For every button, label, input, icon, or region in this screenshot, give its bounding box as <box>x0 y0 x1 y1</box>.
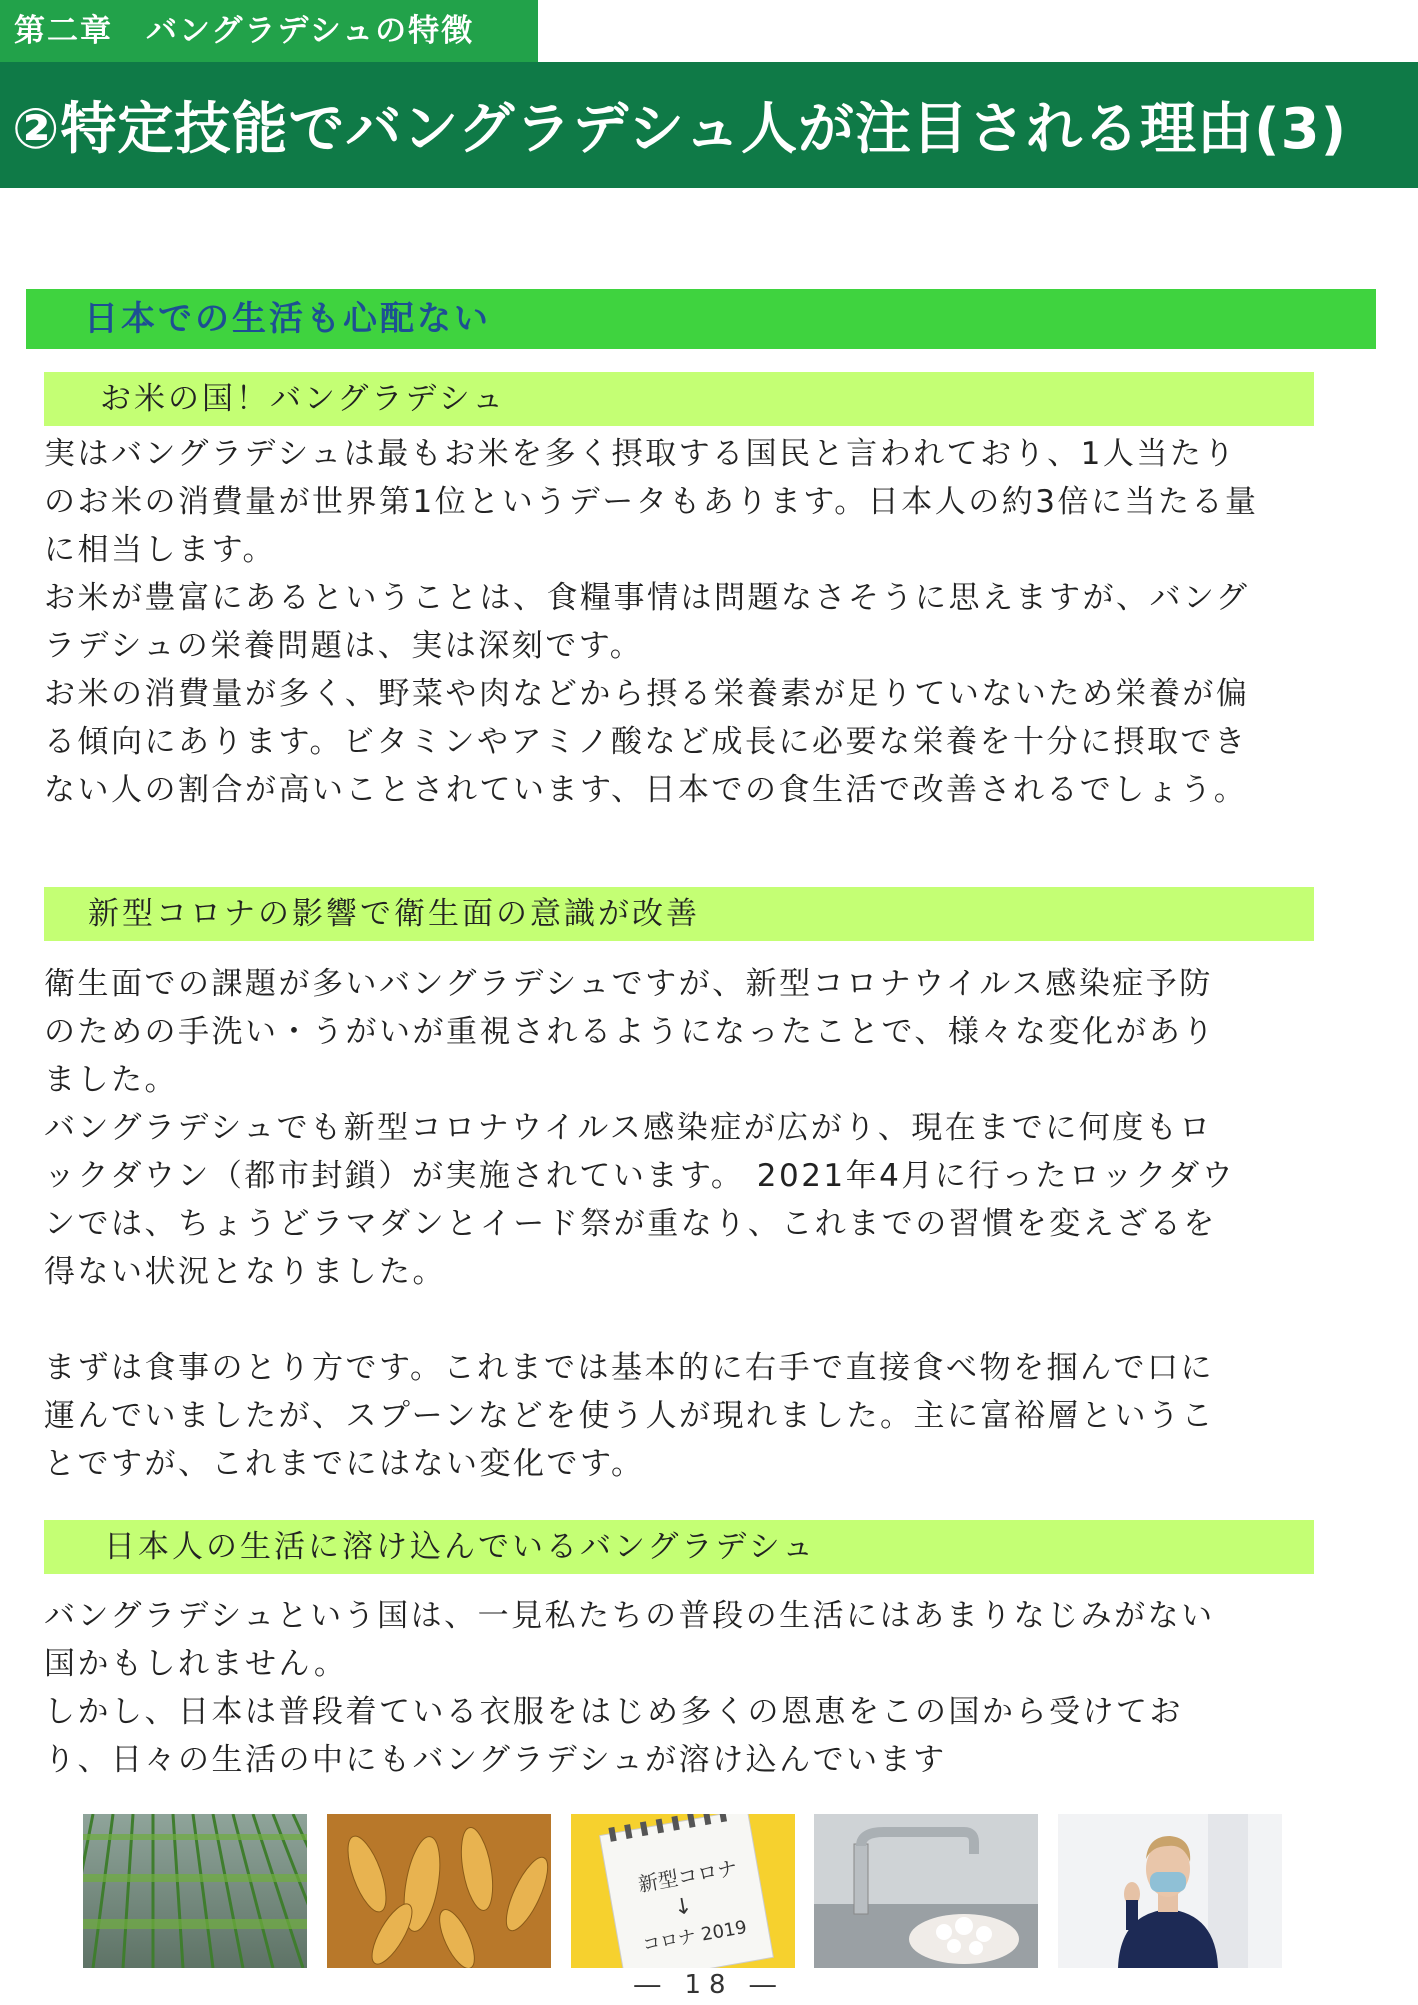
body-line: 実はバングラデシュは最もお米を多く摂取する国民と言われており、1人当たり <box>44 436 1237 472</box>
notepad-text-1: 新型コロナ <box>636 1855 740 1897</box>
body-line: しかし、日本は普段着ている衣服をはじめ多くの恩恵をこの国から受けてお <box>44 1694 1183 1730</box>
body-line: ラデシュの栄養問題は、実は深刻です。 <box>44 628 644 664</box>
body-line: バングラデシュでも新型コロナウイルス感染症が広がり、現在までに何度もロ <box>44 1110 1213 1146</box>
body-line: に相当します。 <box>44 532 277 568</box>
body-line: る傾向にあります。ビタミンやアミノ酸など成長に必要な栄養を十分に摂取でき <box>44 724 1248 760</box>
subsection-title-lifestyle: 日本人の生活に溶け込んでいるバングラデシュ <box>104 1529 817 1565</box>
body-line: バングラデシュという国は、一見私たちの普段の生活にはあまりなじみがない <box>44 1598 1215 1634</box>
body-line: ない人の割合が高いことされています、日本での食生活で改善されるでしょう。 <box>44 772 1248 808</box>
body-line: お米が豊富にあるということは、食糧事情は問題なさそうに思えますが、バング <box>44 580 1250 616</box>
body-line: ンでは、ちょうどラマダンとイード祭が重なり、これまでの習慣を変えざるを <box>44 1206 1217 1242</box>
body-line: り、日々の生活の中にもバングラデシュが溶け込んでいます <box>44 1742 947 1778</box>
wheat-photo <box>327 1814 551 1968</box>
body-line: 得ない状況となりました。 <box>44 1254 446 1290</box>
chapter-label: 第二章 バングラデシュの特徴 <box>0 0 538 62</box>
body-line: 衛生面での課題が多いバングラデシュですが、新型コロナウイルス感染症予防 <box>44 966 1213 1002</box>
body-line: お米の消費量が多く、野菜や肉などから摂る栄養素が足りていないため栄養が偏 <box>44 676 1250 712</box>
body-line: ックダウン（都市封鎖）が実施されています。 2021年4月に行ったロックダウ <box>44 1158 1236 1194</box>
subsection-title-rice: お米の国！バングラデシュ <box>100 381 507 417</box>
body-line: 運んでいましたが、スプーンなどを使う人が現れました。主に富裕層というこ <box>44 1398 1215 1434</box>
page-title: ②特定技能でバングラデシュ人が注目される理由(3) <box>12 97 1348 162</box>
notepad-photo <box>571 1814 795 1968</box>
body-line: のお米の消費量が世界第1位というデータもあります。日本人の約3倍に当たる量 <box>44 484 1259 520</box>
masked-woman-photo <box>1058 1814 1282 1968</box>
notepad-text-2: コロナ 2019 <box>640 1916 749 1956</box>
page-number: ― 18 ― <box>634 1970 784 2000</box>
body-line: 国かもしれません。 <box>44 1646 348 1682</box>
subsection-title-corona: 新型コロナの影響で衛生面の意識が改善 <box>88 896 700 932</box>
section-title: 日本での生活も心配ない <box>84 299 491 339</box>
rice-paddy-photo <box>83 1814 307 1968</box>
body-line: のための手洗い・うがいが重視されるようになったことで、様々な変化があり <box>44 1014 1216 1050</box>
body-line: とですが、これまでにはない変化です。 <box>44 1446 645 1482</box>
handwashing-photo <box>814 1814 1038 1968</box>
svg-text:↓: ↓ <box>671 1893 695 1922</box>
body-line: まずは食事のとり方です。これまでは基本的に右手で直接食べ物を掴んで口に <box>44 1350 1215 1386</box>
body-line: ました。 <box>44 1062 178 1098</box>
